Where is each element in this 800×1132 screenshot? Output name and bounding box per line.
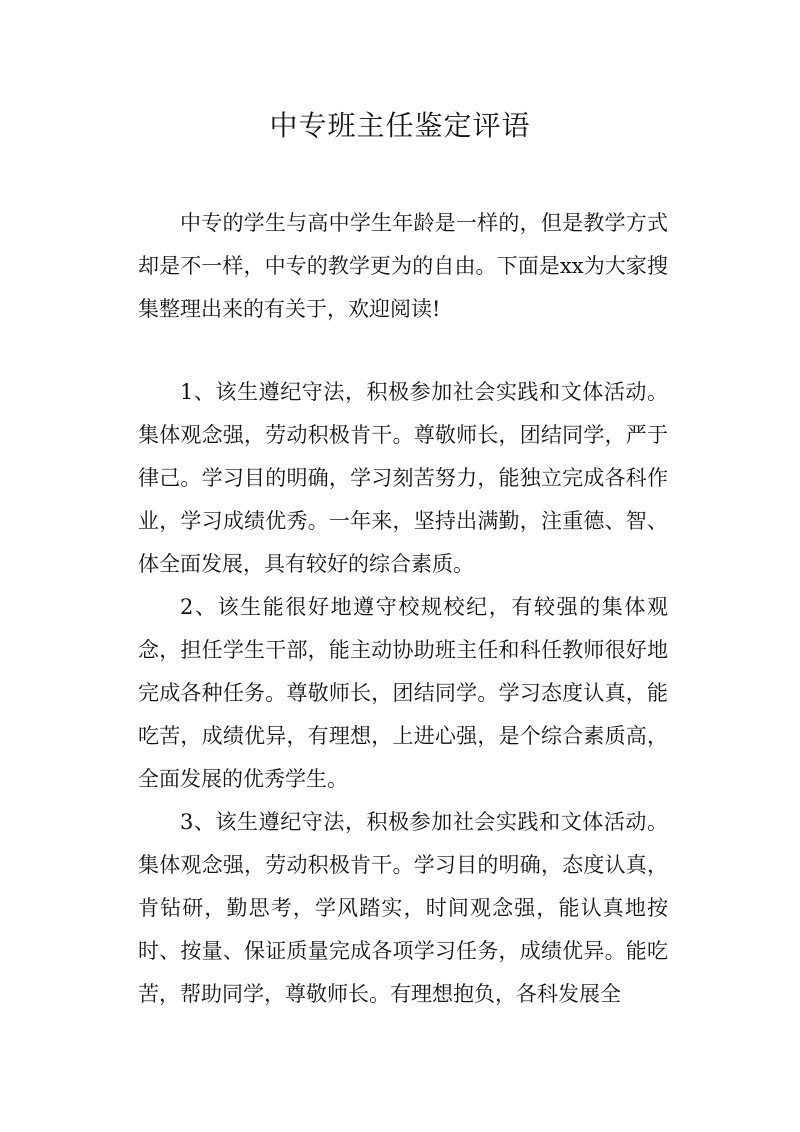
document-body xyxy=(138,202,668,1016)
document-title: 中专班主任鉴定评语 xyxy=(269,109,531,142)
comment-paragraph-3: 3、该生遵纪守法，积极参加社会实践和文体活动。集体观念强，劳动积极肯干。学习目的明确，态度认真，肯钻研，勤思考，学风踏实，时间观念强，能认真地按时、按量、保证质量完成各项学习任务，成绩优异。能吃苦，帮助同学，尊敬师长。有理想抱负，各科发展全 xyxy=(138,810,668,1006)
comment-paragraph-1: 1、该生遵纪守法，积极参加社会实践和文体活动。集体观念强，劳动积极肯干。尊敬师长，团结同学，严于律己。学习目的明确，学习刻苦努力，能独立完成各科作业，学习成绩优秀。一年来，坚持出满勤，注重德、智、体全面发展，具有较好的综合素质。 xyxy=(138,380,668,576)
intro-paragraph: 中专的学生与高中学生年龄是一样的，但是教学方式却是不一样，中专的教学更为的自由。下面是xx为大家搜集整理出来的有关于，欢迎阅读! xyxy=(138,211,668,321)
comment-paragraph-2: 2、该生能很好地遵守校规校纪，有较强的集体观念，担任学生干部，能主动协助班主任和科任教师很好地完成各种任务。尊敬师长，团结同学。学习态度认真，能吃苦，成绩优异，有理想，上进心强，是个综合素质高，全面发展的优秀学生。 xyxy=(138,595,668,791)
